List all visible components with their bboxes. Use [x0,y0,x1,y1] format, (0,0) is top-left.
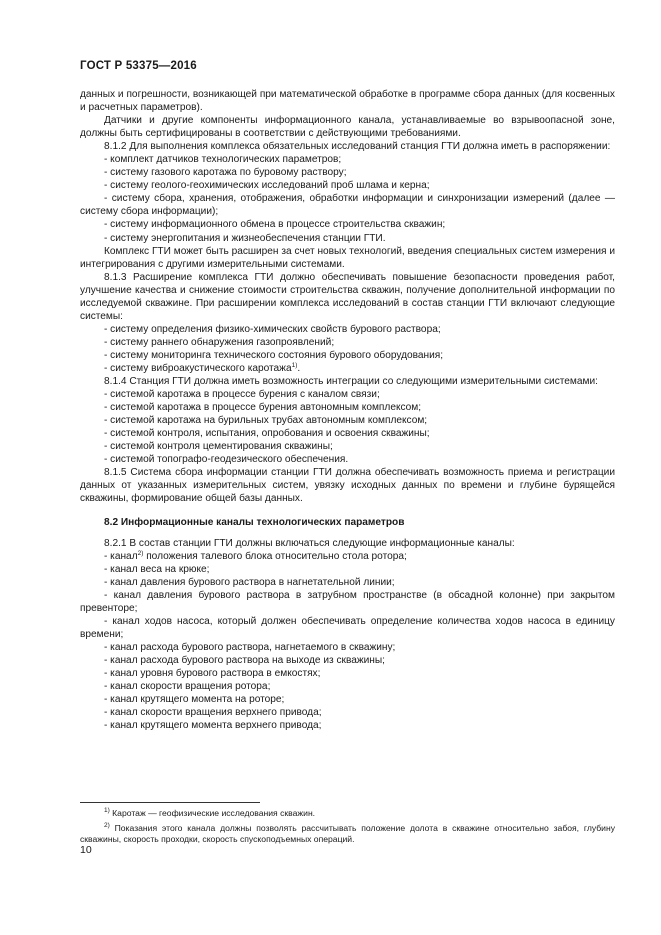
paragraph-text: 8.1.4 Станция ГТИ должна иметь возможность интеграции со следующими измерительными системами: [104,376,598,388]
paragraph-text: 8.1.5 Система сбора информации станции ГТИ должна обеспечивать возможность приема и регистрации данных от указанных измерительных систем, увязку исходных данных по времени и глубине бурящейся скважины, формирование общей базы данных. [80,467,615,505]
paragraph-text: - системой контроля цементирования скважины; [104,441,333,453]
body-paragraph [80,336,615,349]
body-paragraph [80,271,615,323]
section-82-paragraph [80,667,615,680]
footnote-divider [80,802,260,803]
body-paragraph [80,401,615,414]
body-paragraph [80,218,615,231]
section-heading-8-2: 8.2 Информационные каналы технологических параметров [104,516,405,528]
body-paragraph [80,323,615,336]
body-paragraph [80,388,615,401]
section-81-paragraphs [80,88,615,506]
footnote-reference: 2) [137,549,144,557]
body-paragraph [80,440,615,453]
paragraph-text: - канал веса на крюке; [104,563,210,575]
paragraph-text: - канал скорости вращения верхнего привода; [104,707,322,719]
section-82-paragraph [80,550,615,563]
footnotes [80,808,615,846]
paragraph-text: - системой контроля, испытания, опробования и освоения скважины; [104,428,430,440]
paragraph-text: - канал расхода бурового раствора, нагнетаемого в скважину; [104,641,396,653]
footnote-text: Каротаж — геофизические исследования скважин. [109,808,316,818]
paragraph-text: - систему энергопитания и жизнеобеспечения станции ГТИ. [104,232,386,244]
paragraph-text: - канал скорости вращения ротора; [104,681,271,693]
body-paragraph [80,466,615,505]
body-paragraph [80,153,615,166]
section-82-paragraphs [80,537,615,733]
paragraph-text: - системой каротажа в процессе бурения автономным комплексом; [104,402,422,414]
body-paragraph [80,140,615,153]
paragraph-text: - системой каротажа на бурильных трубах автономным комплексом; [104,415,428,427]
body-paragraph [80,114,615,140]
paragraph-text: - канал ходов насоса, который должен обеспечивать определение количества ходов насоса в единицу времени; [80,615,615,640]
paragraph-text: - канал крутящего момента на роторе; [104,694,285,706]
paragraph-text: - канал давления бурового раствора в нагнетательной линии; [104,576,395,588]
body-paragraph [80,88,615,114]
paragraph-text: - систему геолого-геохимических исследований проб шлама и керна; [104,180,430,192]
paragraph-text: - систему газового каротажа по буровому раствору; [104,167,347,179]
body-paragraph [80,192,615,218]
paragraph-text: - систему информационного обмена в процессе строительства скважин; [104,219,446,231]
paragraph-text: - канал расхода бурового раствора на выходе из скважины; [104,654,385,666]
body-paragraph [80,453,615,466]
section-82-paragraph [80,680,615,693]
section-82-paragraph [80,589,615,615]
paragraph-text-continued: . [297,362,301,374]
section-82-paragraph [80,693,615,706]
paragraph-text: 8.1.3 Расширение комплекса ГТИ должно обеспечивать повышение безопасности проведения работ, улучшение качества и снижение стоимости строительства скважин, получение дополнительной информации по исследуемой скважине. При расширении комплекса исследований в состав станции ГТИ включают следующие системы: [80,271,615,322]
paragraph-text: - канал крутящего момента верхнего привода; [104,720,322,732]
section-82-paragraph [80,706,615,719]
section-82-paragraph [80,641,615,654]
page-number: 10 [80,844,92,856]
footnote-item [80,808,615,819]
body-paragraph [80,427,615,440]
document-code-header: ГОСТ Р 53375—2016 [80,60,197,72]
section-82-paragraph [80,719,615,732]
body-paragraph [80,414,615,427]
footnote-item [80,823,615,845]
footnote-reference: 1) [291,361,298,369]
paragraph-text: - систему определения физико-химических свойств бурового раствора; [104,323,441,335]
body-paragraph [80,179,615,192]
footnote-mark: 2) [104,822,110,830]
paragraph-text: - системой топографо-геодезического обеспечения. [104,454,349,466]
paragraph-text: данных и погрешности, возникающей при математической обработке в программе сбора данных (для косвенных и расчетных параметров). [80,89,615,114]
body-paragraph [80,362,615,375]
paragraph-text: - систему мониторинга технического состояния бурового оборудования; [104,349,444,361]
paragraph-text: - систему раннего обнаружения газопроявлений; [104,336,335,348]
paragraph-text: - систему сбора, хранения, отображения, обработки информации и синхронизации измерений (далее — систему сбора информации); [80,193,615,218]
paragraph-text: - системой каротажа в процессе бурения с каналом связи; [104,389,380,401]
footnote-mark: 1) [104,807,110,814]
section-82-paragraph [80,654,615,667]
paragraph-text: - комплект датчиков технологических параметров; [104,154,342,166]
paragraph-text: - канал [104,550,138,562]
footnote-text: Показания этого канала должны позволять рассчитывать положение долота в скважине относительно забоя, глубину скважины, скорость проходки, скорость спускоподъемных операций. [80,823,615,845]
document-body [80,88,615,732]
body-paragraph [80,245,615,271]
paragraph-text: - систему виброакустического каротажа [104,362,292,374]
section-82-paragraph [80,537,615,550]
body-paragraph [80,375,615,388]
paragraph-text: - канал уровня бурового раствора в емкостях; [104,668,321,680]
paragraph-text: - канал давления бурового раствора в затрубном пространстве (в обсадной колонне) при закрытом превенторе; [80,589,615,614]
paragraph-text: Комплекс ГТИ может быть расширен за счет новых технологий, введения специальных систем измерения и интегрирования с другими измерительными системами. [80,245,615,270]
body-paragraph [80,232,615,245]
body-paragraph [80,349,615,362]
paragraph-text-continued: положения талевого блока относительно стола ротора; [143,550,407,562]
section-82-paragraph [80,576,615,589]
body-paragraph [80,166,615,179]
paragraph-text: 8.1.2 Для выполнения комплекса обязательных исследований станция ГТИ должна иметь в распоряжении: [104,141,611,153]
paragraph-text: 8.2.1 В состав станции ГТИ должны включаться следующие информационные каналы: [104,537,515,549]
section-82-paragraph [80,615,615,641]
section-82-paragraph [80,563,615,576]
paragraph-text: Датчики и другие компоненты информационного канала, устанавливаемые во взрывоопасной зоне, должны быть сертифицированы в соответствии с действующими требованиями. [80,115,615,140]
